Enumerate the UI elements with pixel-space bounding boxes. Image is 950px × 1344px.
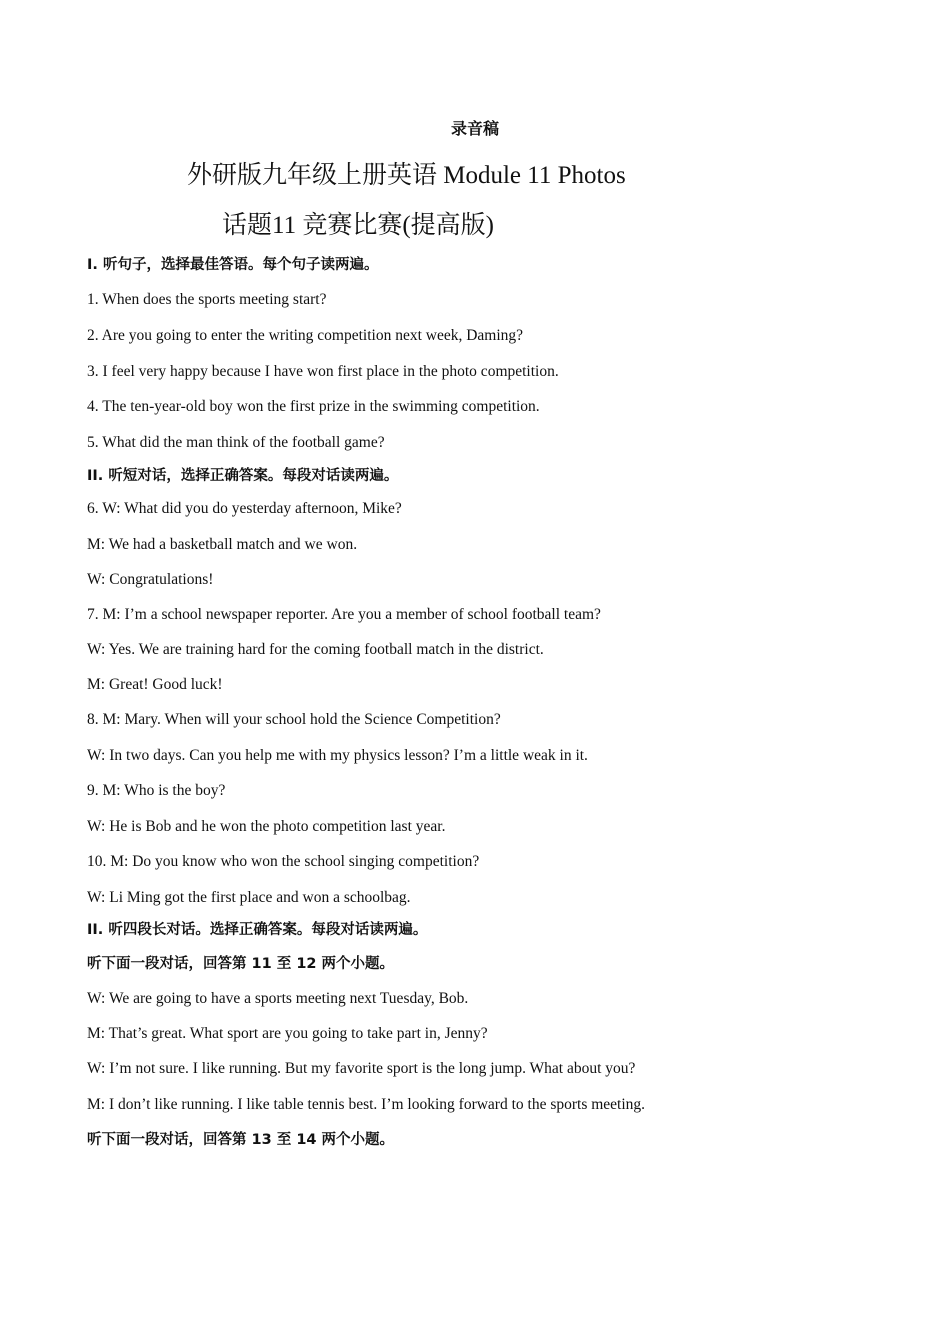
dialogue-line: W: I’m not sure. I like running. But my favorite sport is the long jump. What about you? [87, 1060, 636, 1077]
dialogue-line: 10. M: Do you know who won the school singing competition? [87, 853, 480, 870]
dialogue-line: 9. M: Who is the boy? [87, 782, 226, 799]
dialogue-line: W: We are going to have a sports meeting next Tuesday, Bob. [87, 990, 469, 1007]
list-item: 2. Are you going to enter the writing competition next week, Daming? [87, 327, 524, 344]
dialogue-line: W: Congratulations! [87, 571, 214, 588]
list-item: 4. The ten-year-old boy won the first prize in the swimming competition. [87, 398, 540, 415]
dialogue-line: W: Li Ming got the first place and won a schoolbag. [87, 889, 411, 906]
dialogue-line: 7. M: I’m a school newspaper reporter. Are you a member of school football team? [87, 606, 601, 623]
section3-subheading: 听下面一段对话，回答第 11 至 12 两个小题。 [87, 956, 395, 972]
document-title: 外研版九年级上册英语 Module 11 Photos [187, 162, 626, 189]
dialogue-line: W: Yes. We are training hard for the coming football match in the district. [87, 641, 544, 658]
dialogue-line: M: That’s great. What sport are you going to take part in, Jenny? [87, 1025, 488, 1042]
list-item: 1. When does the sports meeting start? [87, 291, 327, 308]
dialogue-line: W: He is Bob and he won the photo competition last year. [87, 818, 446, 835]
document-subtitle: 话题11 竞赛比赛(提高版) [222, 212, 494, 239]
list-item: 3. I feel very happy because I have won first place in the photo competition. [87, 363, 559, 380]
transcript-label: 录音稿 [450, 119, 499, 138]
section3-heading: II. 听四段长对话。选择正确答案。每段对话读两遍。 [87, 922, 428, 938]
section2-heading: II. 听短对话，选择正确答案。每段对话读两遍。 [87, 468, 399, 484]
dialogue-line: W: In two days. Can you help me with my physics lesson? I’m a little weak in it. [87, 747, 588, 764]
dialogue-line: M: Great! Good luck! [87, 676, 223, 693]
section3-subheading: 听下面一段对话，回答第 13 至 14 两个小题。 [87, 1132, 395, 1148]
dialogue-line: 6. W: What did you do yesterday afternoon, Mike? [87, 500, 402, 517]
section1-heading: Ⅰ. 听句子，选择最佳答语。每个句子读两遍。 [87, 257, 379, 273]
list-item: 5. What did the man think of the football game? [87, 434, 385, 451]
dialogue-line: M: I don’t like running. I like table tennis best. I’m looking forward to the sports meeting. [87, 1096, 646, 1113]
dialogue-line: 8. M: Mary. When will your school hold the Science Competition? [87, 711, 501, 728]
dialogue-line: M: We had a basketball match and we won. [87, 536, 358, 553]
